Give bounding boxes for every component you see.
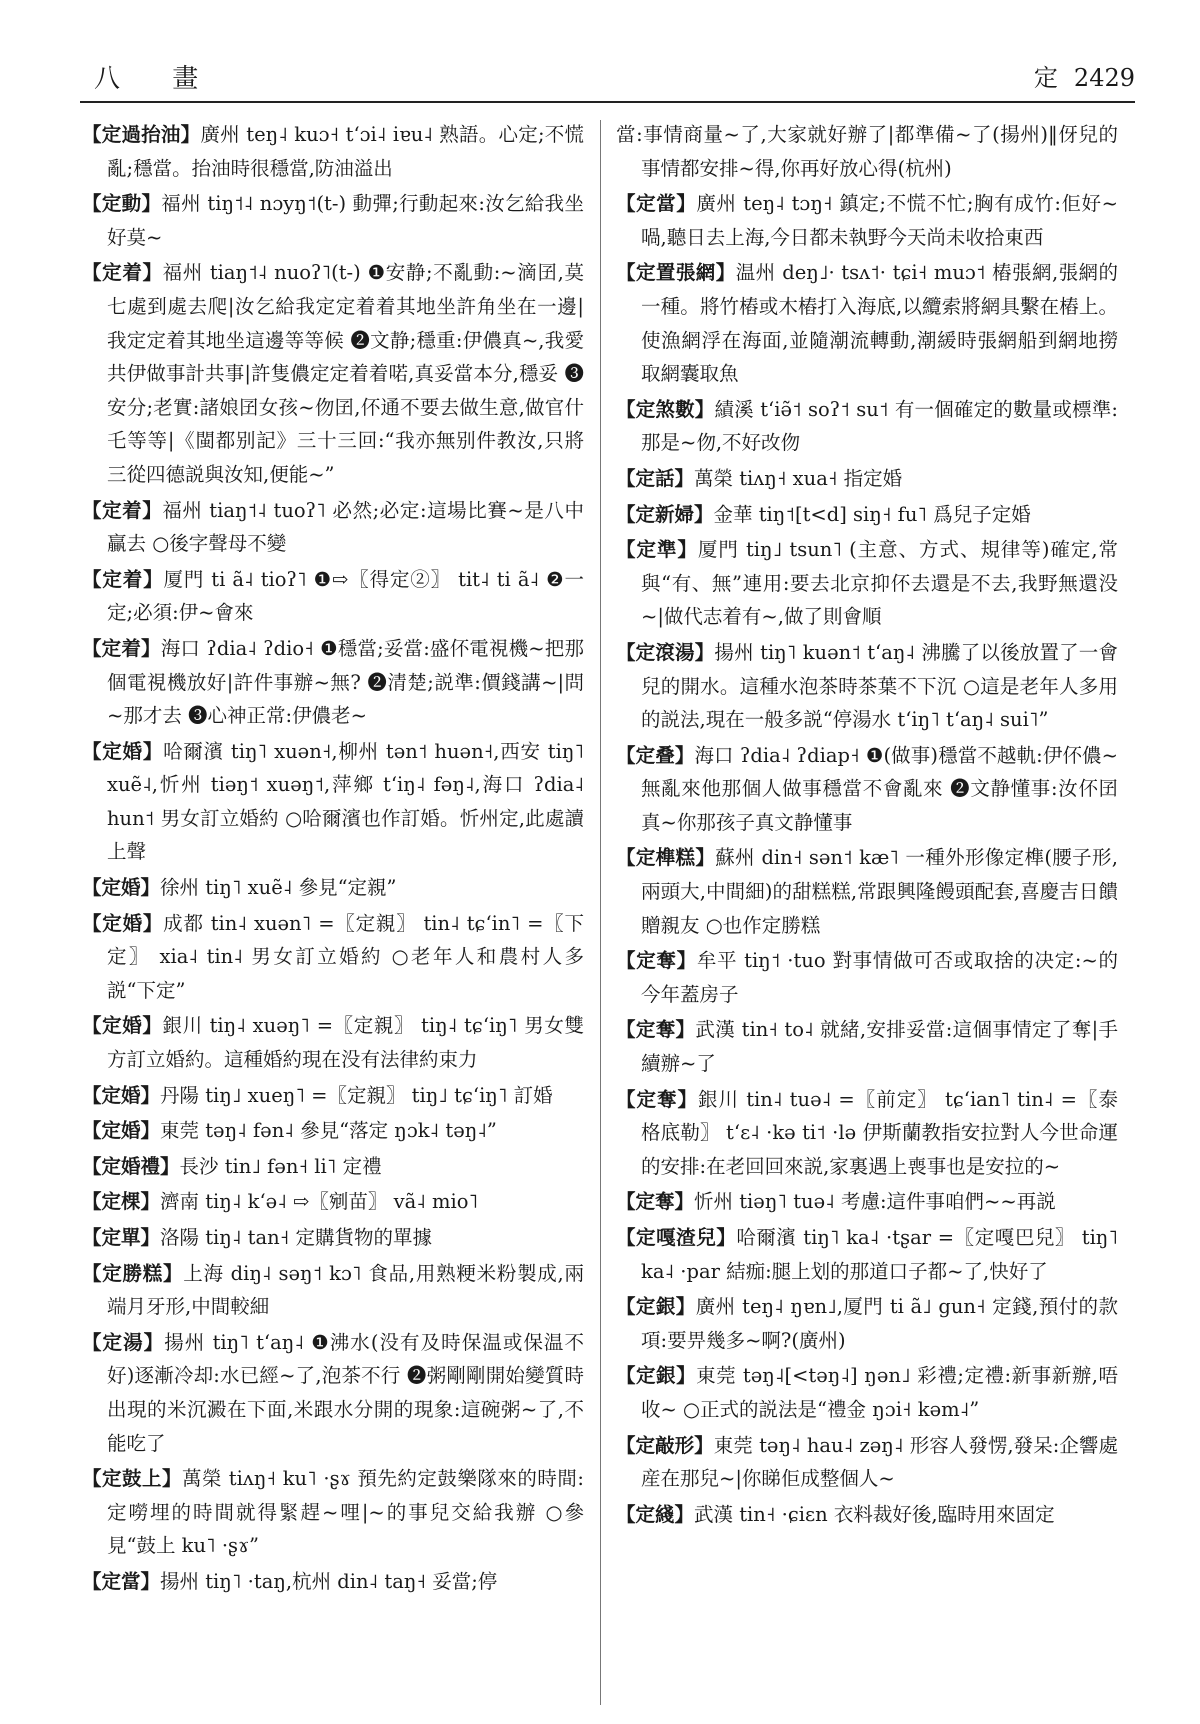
entry-definition: 廣州 teŋ˨ tɔŋ˧ 鎮定;不慌不忙;胸有成竹:佢好~喎,聽日去上海,今日都未執野今天尚未收拾東西 (641, 192, 1118, 249)
dictionary-entry (82, 1079, 584, 1113)
entry-definition: 揚州 tiŋ˥ ·taŋ,杭州 din˨ taŋ˧ 妥當;停 (160, 1569, 498, 1593)
entry-definition: 東莞 təŋ˨ hau˨ zəŋ˨ 形容人發愣,發呆:企響處産在那兒~|你睇佢成整個人~ (641, 1433, 1118, 1491)
dictionary-entry (616, 1290, 1118, 1357)
entry-definition: 揚州 tiŋ˥ kuən˦ tʻaŋ˨ 沸騰了以後放置了一會兒的開水。這種水泡茶時茶葉不下沉 ○這是老年人多用的説法,現在一般多説“停湯水 tʻiŋ˥ tʻaŋ˨ sui˥” (641, 640, 1118, 732)
dictionary-entry (616, 944, 1118, 1011)
dictionary-entry (82, 1257, 584, 1324)
entry-headword: 【定榫糕】 (616, 846, 716, 870)
entry-headword: 【定敲形】 (616, 1433, 714, 1457)
entry-headword: 【定奪】 (616, 1190, 695, 1214)
entry-definition: 銀川 tiŋ˨ xuəŋ˥ =〖定親〗 tiŋ˨ tɕʻiŋ˥ 男女雙方訂立婚約。這種婚約現在没有法律約束力 (107, 1014, 584, 1072)
entry-definition: 上海 diŋ˨ səŋ˦ kɔ˥ 食品,用熟粳米粉製成,兩端月牙形,中間較細 (107, 1261, 584, 1319)
dictionary-entry (616, 1359, 1118, 1426)
running-head (1034, 58, 1135, 93)
entry-headword: 【定婚】 (82, 911, 164, 935)
entry-headword: 【定過抬油】 (82, 123, 201, 146)
entry-definition: 忻州 tiəŋ˥ tuə˨ 考慮:這件事咱們~~再説 (694, 1190, 1056, 1214)
dictionary-entry (616, 393, 1118, 460)
entry-headword: 【定着】 (82, 261, 163, 285)
entry-headword: 【定婚】 (82, 739, 164, 763)
entry-definition: 銀川 tin˨ tuə˨ =〖前定〗 tɕʻian˥ tin˨ =〖泰格底勒〗 tʻɛ˨ ·kə ti˦ ·lə 伊斯蘭教指安拉對人今世命運的安排:在老回回來説,家裏遇上喪事也是安拉的~ (641, 1087, 1118, 1178)
entry-definition: 福州 tiŋ˦˨ nɔyŋ˦(t-) 動彈;行動起來:汝乞給我坐好莫~ (107, 192, 584, 249)
entry-headword: 【定銀】 (616, 1295, 696, 1319)
entry-definition: 金華 tiŋ˦[t<d] siŋ˧ fu˥ 爲兒子定婚 (713, 502, 1031, 526)
dictionary-entry (82, 735, 584, 869)
entry-headword: 【定婚】 (82, 1119, 161, 1143)
entry-definition: 厦門 ti ã˨ tioʔ˥ ❶⇨〖得定②〗 tit˨ ti ã˨ ❷一定;必須:伊~會來 (107, 567, 584, 625)
entry-definition: 長沙 tin˩ fən˧ li˥ 定禮 (179, 1154, 382, 1178)
entry-headword: 【定置張網】 (616, 261, 736, 285)
entry-headword: 【定滾湯】 (616, 640, 715, 664)
entry-headword: 【定婚禮】 (82, 1154, 180, 1178)
dictionary-entry (82, 907, 584, 1008)
entry-definition: 蘇州 din˧ sən˦ kæ˥ 一種外形像定榫(腰子形,兩頭大,中間細)的甜糕糕,常跟興隆饅頭配套,喜慶吉日饋贈親友 ○也作定勝糕 (641, 846, 1118, 937)
dictionary-entry (82, 632, 584, 733)
entry-definition: 武漢 tin˧ ·ɕiɛn 衣料裁好後,臨時用來固定 (694, 1502, 1055, 1526)
dictionary-entry (82, 494, 584, 561)
entry-definition: 揚州 tiŋ˥ tʻaŋ˨ ❶沸水(没有及時保温或保温不好)逐漸冷却:水已經~了,泡茶不行 ❷粥剛剛開始變質時出現的米沉澱在下面,米跟水分開的現象:這碗粥~了,不能吃了 (107, 1330, 584, 1455)
dictionary-entry (616, 739, 1118, 840)
entry-headword: 【定準】 (616, 538, 698, 562)
entry-headword: 【定叠】 (616, 743, 695, 767)
entry-definition: 濟南 tiŋ˨ kʻə˨ ⇨〖剜苗〗 vã˨ mio˥ (160, 1190, 479, 1214)
dictionary-entry (616, 636, 1118, 737)
dictionary-entry (82, 1326, 584, 1460)
entry-definition: 海口 ʔdia˨ ʔdiap˧ ❶(做事)穩當不越軌:伊伓儂~無亂來他那個人做事穩當不會亂來 ❷文静懂事:汝伓囝真~你那孩子真文静懂事 (641, 743, 1118, 834)
dictionary-entry (82, 256, 584, 491)
entry-definition: 福州 tiaŋ˦˨ tuoʔ˥ 必然;必定:這場比賽~是八中贏去 ○後字聲母不變 (107, 498, 584, 556)
left-column (82, 118, 584, 1708)
entry-headword: 【定銀】 (616, 1364, 697, 1388)
dictionary-entry (616, 462, 1118, 496)
entry-definition: 牟平 tiŋ˦ ·tuo 對事情做可否或取捨的决定:~的今年蓋房子 (641, 949, 1118, 1006)
entry-definition: 海口 ʔdia˨ ʔdio˧ ❶穩當;妥當:盛伓電視機~把那個電視機放好|許件事辦~無? ❷清楚;説準:價錢講~|問~那才去 ❸心神正常:伊儂老~ (107, 636, 584, 728)
entry-headword: 【定奪】 (616, 1087, 699, 1111)
dictionary-entry (82, 1185, 584, 1219)
entry-definition: 東莞 təŋ˨[<təŋ˨] ŋən˩ 彩禮;定禮:新事新辦,唔收~ ○正式的説法是“禮金 ŋɔi˧ kəm˨” (641, 1364, 1118, 1421)
entry-headword: 【定單】 (82, 1226, 161, 1249)
entry-headword: 【定着】 (82, 567, 164, 591)
entry-definition: 廣州 teŋ˨ kuɔ˧ tʻɔi˨ iɐu˨ 熟語。心定;不慌亂;穩當。抬油時很穩當,防油溢出 (107, 123, 584, 180)
dictionary-entry (616, 256, 1118, 390)
entry-definition: 東莞 təŋ˨ fən˨ 參見“落定 ŋɔk˨ təŋ˨” (160, 1119, 497, 1143)
section-title: 八 畫 (94, 64, 221, 94)
entry-headword: 【定當】 (616, 192, 697, 216)
entry-headword: 【定婚】 (82, 876, 161, 900)
right-column (616, 118, 1118, 1708)
dictionary-entry (82, 1009, 584, 1076)
dictionary-entry (616, 187, 1118, 254)
dictionary-entry (616, 841, 1118, 942)
entry-headword: 【定着】 (82, 498, 163, 522)
entry-definition: 厦門 tiŋ˩ tsun˥ (主意、方式、規律等)確定,常與“有、無”連用:要去北京抑伓去還是不去,我野無還没~|做代志着有~,做了則會順 (641, 538, 1118, 629)
entry-definition: 武漢 tin˧ to˨ 就緒,安排妥當:這個事情定了奪|手續辦~了 (641, 1018, 1118, 1076)
entry-definition: 丹陽 tiŋ˩ xueŋ˥ =〖定親〗 tiŋ˩ tɕʻiŋ˥ 訂婚 (160, 1083, 553, 1107)
entry-headword: 【定動】 (82, 192, 162, 216)
dictionary-entry (616, 1083, 1118, 1184)
dictionary-entry (616, 1498, 1118, 1532)
entry-headword: 【定煞數】 (616, 397, 715, 421)
page-header (80, 58, 1135, 98)
entry-definition: 當:事情商量~了,大家就好辦了|都準備~了(揚州)‖伢兒的事情都安排~得,你再好放心得(杭州) (616, 123, 1118, 180)
entry-headword: 【定婚】 (82, 1014, 163, 1038)
entry-headword: 【定鼓上】 (82, 1467, 183, 1491)
entry-definition: 廣州 teŋ˨ ŋɐn˩,厦門 ti ã˩ gun˧ 定錢,預付的款項:要畀幾多~啊?(廣州) (641, 1295, 1118, 1352)
dictionary-entry (82, 1150, 584, 1184)
entry-definition: 温州 deŋ˩· tsʌ˦· tɕi˧ muɔ˦ 樁張網,張網的一種。將竹樁或木樁打入海底,以纜索將網具繫在樁上。使漁網浮在海面,並隨潮流轉動,潮緩時張網船到網地撈取網囊取魚 (641, 261, 1118, 386)
dictionary-entry (616, 1429, 1118, 1496)
dictionary-entry (616, 118, 1118, 185)
dictionary-entry (82, 187, 584, 254)
dictionary-entry (616, 533, 1118, 634)
dictionary-entry (82, 118, 584, 185)
column-separator (600, 120, 601, 1705)
entry-headword: 【定嘎渣兒】 (616, 1226, 737, 1249)
entry-headword: 【定當】 (82, 1569, 161, 1593)
entry-headword: 【定棵】 (82, 1190, 161, 1214)
dictionary-entry (616, 498, 1118, 532)
entry-definition: 萬榮 tiʌŋ˧ ku˥ ·ʂɤ 預先約定鼓樂隊來的時間:定嘮埋的時間就得緊趕~哩|~的事兒交給我辦 ○參見“鼓上 ku˥ ·ʂɤ” (107, 1467, 584, 1558)
header-rule (80, 101, 1135, 103)
dictionary-entry (82, 1221, 584, 1255)
entry-definition: 哈爾濱 tiŋ˥ xuən˧,柳州 tən˦ huən˧,西安 tiŋ˥ xuẽ˨,忻州 tiəŋ˦ xuəŋ˦,萍鄉 tʻiŋ˨ fəŋ˨,海口 ʔdia˨ hun˦ 男女訂立婚約 ○哈爾濱也作訂婚。忻州定,此處讀上聲 (107, 739, 584, 864)
dictionary-entry (616, 1013, 1118, 1080)
entry-headword: 【定奪】 (616, 1018, 696, 1042)
running-headword: 定 (1033, 64, 1058, 92)
dictionary-entry (82, 1462, 584, 1563)
entry-definition: 哈爾濱 tiŋ˥ ka˨ ·tʂar =〖定嘎巴兒〗 tiŋ˥ ka˨ ·par 結痂:腿上划的那道口子都~了,快好了 (641, 1226, 1118, 1283)
dictionary-entry (82, 871, 584, 905)
dictionary-entry (82, 1565, 584, 1599)
dictionary-entry (82, 563, 584, 630)
page-number: 2429 (1073, 64, 1135, 92)
entry-headword: 【定話】 (616, 466, 695, 490)
entry-headword: 【定綫】 (616, 1502, 695, 1526)
entry-definition: 徐州 tiŋ˥ xuẽ˨ 參見“定親” (160, 876, 397, 900)
entry-definition: 成都 tin˨ xuən˥ =〖定親〗 tin˨ tɕʻin˥ =〖下定〗 xia˨ tin˨ 男女訂立婚約 ○老年人和農村人多説“下定” (107, 911, 584, 1002)
dictionary-entry (616, 1185, 1118, 1219)
entry-definition: 洛陽 tiŋ˨ tan˧ 定購貨物的單據 (160, 1226, 432, 1249)
dictionary-entry (616, 1221, 1118, 1288)
entry-headword: 【定勝糕】 (82, 1261, 184, 1285)
entry-headword: 【定新婦】 (616, 502, 714, 526)
entry-definition: 福州 tiaŋ˦˨ nuoʔ˥(t-) ❶安静;不亂動:~滴囝,莫七處到處去爬|汝乞給我定定着着其地坐許角坐在一邊|我定定着其地坐這邊等等候 ❷文静;穩重:伊儂真~,我愛共伊做事計共事|許隻儂定定着着喏,真妥當本分,穩妥 ❸安分;老實:諸娘囝女孩~伆囝,伓通不要去做生意,做官什乇等等|《閩都别記》三十三回:“我亦無别件教汝,只將三從四德説與汝知,便能~” (107, 261, 584, 486)
entry-headword: 【定奪】 (616, 949, 697, 973)
entry-headword: 【定着】 (82, 636, 161, 660)
dictionary-entry (82, 1114, 584, 1148)
entry-definition: 萬榮 tiʌŋ˧ xua˧ 指定婚 (694, 466, 903, 490)
entry-headword: 【定湯】 (82, 1330, 165, 1354)
entry-definition: 績溪 tʻiə̃˦ soʔ˦ su˦ 有一個確定的數量或標準:那是~伆,不好改伆 (641, 397, 1118, 455)
entry-headword: 【定婚】 (82, 1083, 161, 1107)
